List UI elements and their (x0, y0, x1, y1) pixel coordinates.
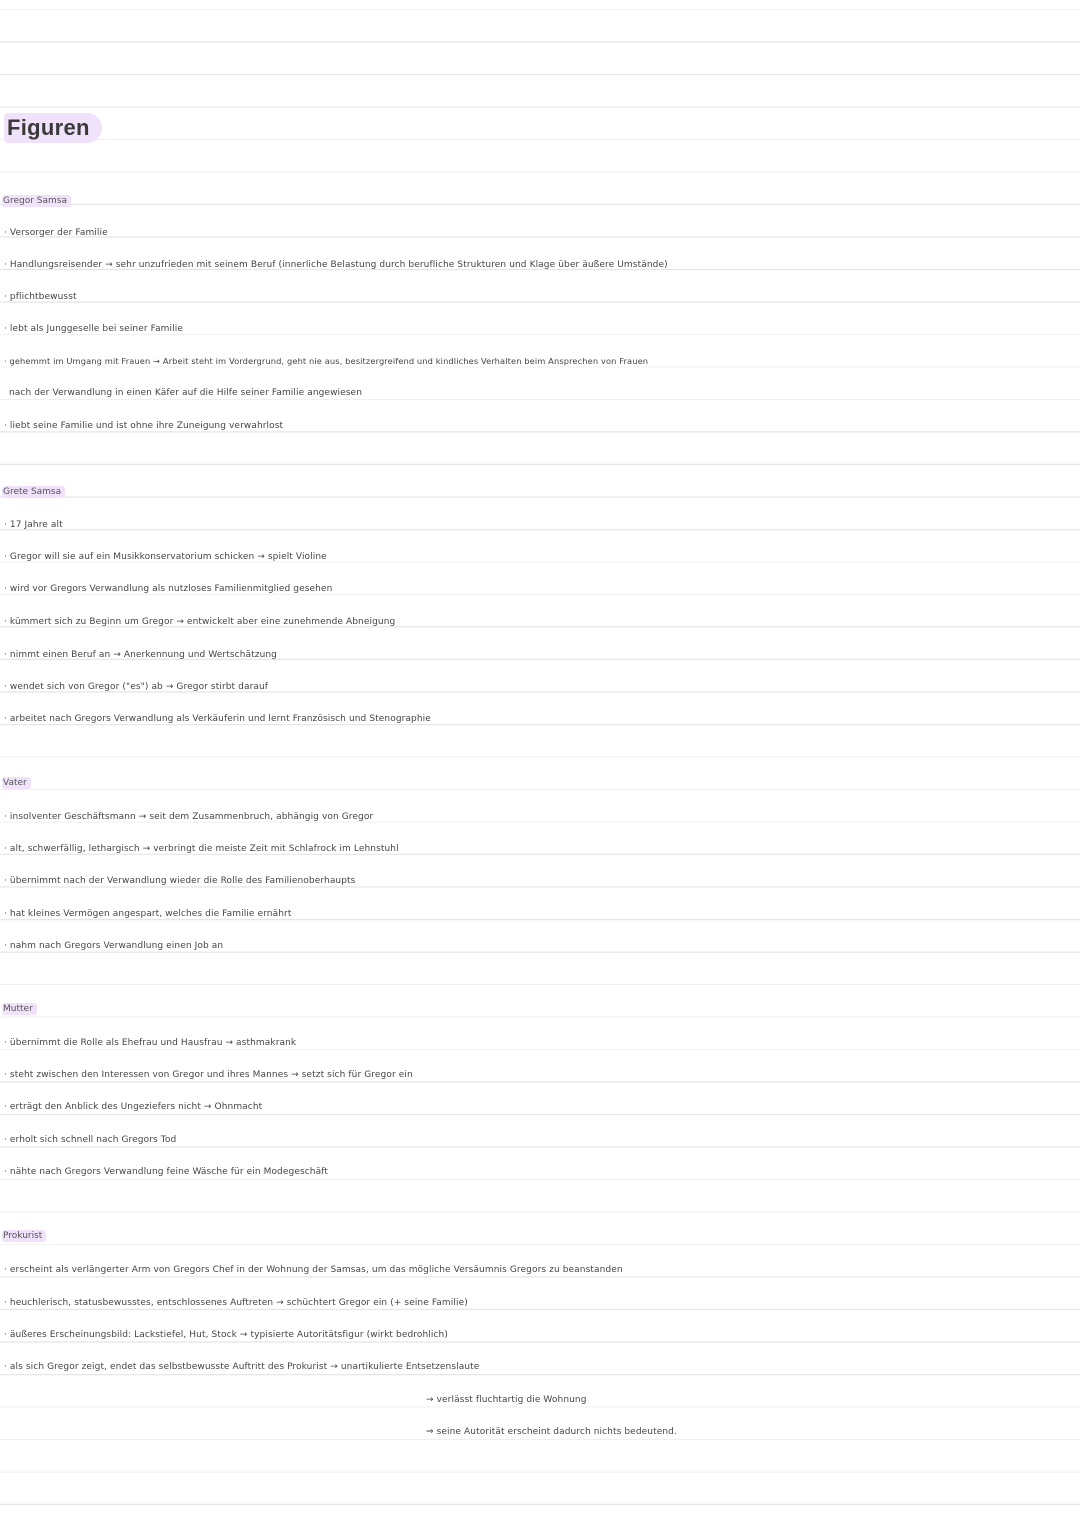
list-item: · insolventer Geschäftsmann → seit dem Zusammenbruch, abhängig von Gregor (4, 812, 374, 822)
page-title: Figuren (4, 113, 102, 143)
section-label-vater: Vater (2, 777, 31, 789)
list-item: · alt, schwerfällig, lethargisch → verbringt die meiste Zeit mit Schlafrock im Lehnstuhl (4, 844, 399, 854)
list-item: · erholt sich schnell nach Gregors Tod (4, 1135, 177, 1145)
list-item-followup: → verlässt fluchtartig die Wohnung (426, 1395, 587, 1405)
list-item: · lebt als Junggeselle bei seiner Familie (4, 324, 183, 334)
list-item: · 17 Jahre alt (4, 520, 63, 530)
list-item: · nimmt einen Beruf an → Anerkennung und Wertschätzung (4, 650, 277, 660)
section-label-grete: Grete Samsa (2, 486, 65, 498)
list-item: · Handlungsreisender → sehr unzufrieden mit seinem Beruf (innerliche Belastung durch berufliche Strukturen und Klage über äußere Umstände) (4, 260, 668, 270)
list-item: · hat kleines Vermögen angespart, welches die Familie ernährt (4, 909, 292, 919)
list-item: · steht zwischen den Interessen von Gregor und ihres Mannes → setzt sich für Gregor ein (4, 1070, 413, 1080)
list-item: · kümmert sich zu Beginn um Gregor → entwickelt aber eine zunehmende Abneigung (4, 617, 396, 627)
list-item: · arbeitet nach Gregors Verwandlung als Verkäuferin und lernt Französisch und Stenographie (4, 714, 431, 724)
list-item: · als sich Gregor zeigt, endet das selbstbewusste Auftritt des Prokurist → unartikulierte Entsetzenslaute (4, 1362, 480, 1372)
list-item: · Versorger der Familie (4, 228, 108, 238)
list-item: · erscheint als verlängerter Arm von Gregors Chef in der Wohnung der Samsas, um das mögliche Versäumnis Gregors zu beanstanden (4, 1265, 623, 1275)
list-item: · Gregor will sie auf ein Musikkonservatorium schicken → spielt Violine (4, 552, 327, 562)
section-label-mutter: Mutter (2, 1003, 37, 1015)
list-item-followup: ⇒ seine Autorität erscheint dadurch nichts bedeutend. (426, 1427, 677, 1437)
list-item: · gehemmt im Umgang mit Frauen → Arbeit steht im Vordergrund, geht nie aus, besitzergreifend und kindliches Verhalten beim Ansprechen von Frauen (4, 356, 649, 366)
list-item: · wendet sich von Gregor ("es") ab → Gregor stirbt darauf (4, 682, 269, 692)
list-item: · wird vor Gregors Verwandlung als nutzloses Familienmitglied gesehen (4, 584, 333, 594)
list-item: · nahm nach Gregors Verwandlung einen Job an (4, 941, 224, 951)
list-item: · erträgt den Anblick des Ungeziefers nicht → Ohnmacht (4, 1102, 263, 1112)
list-item: · heuchlerisch, statusbewusstes, entschlossenes Auftreten → schüchtert Gregor ein (+ seine Familie) (4, 1298, 468, 1308)
list-item: nach der Verwandlung in einen Käfer auf die Hilfe seiner Familie angewiesen (9, 388, 363, 398)
list-item: · übernimmt nach der Verwandlung wieder die Rolle des Familienoberhaupts (4, 876, 356, 886)
list-item: · liebt seine Familie und ist ohne ihre Zuneigung verwahrlost (4, 421, 284, 431)
section-label-gregor: Gregor Samsa (2, 195, 71, 207)
list-item: · pflichtbewusst (4, 292, 77, 302)
list-item: · übernimmt die Rolle als Ehefrau und Hausfrau → asthmakrank (4, 1038, 297, 1048)
list-item: · nähte nach Gregors Verwandlung feine Wäsche für ein Modegeschäft (4, 1167, 328, 1177)
list-item: · äußeres Erscheinungsbild: Lackstiefel, Hut, Stock → typisierte Autoritätsfigur (wirkt bedrohlich) (4, 1330, 448, 1340)
section-label-prokurist: Prokurist (2, 1230, 46, 1242)
